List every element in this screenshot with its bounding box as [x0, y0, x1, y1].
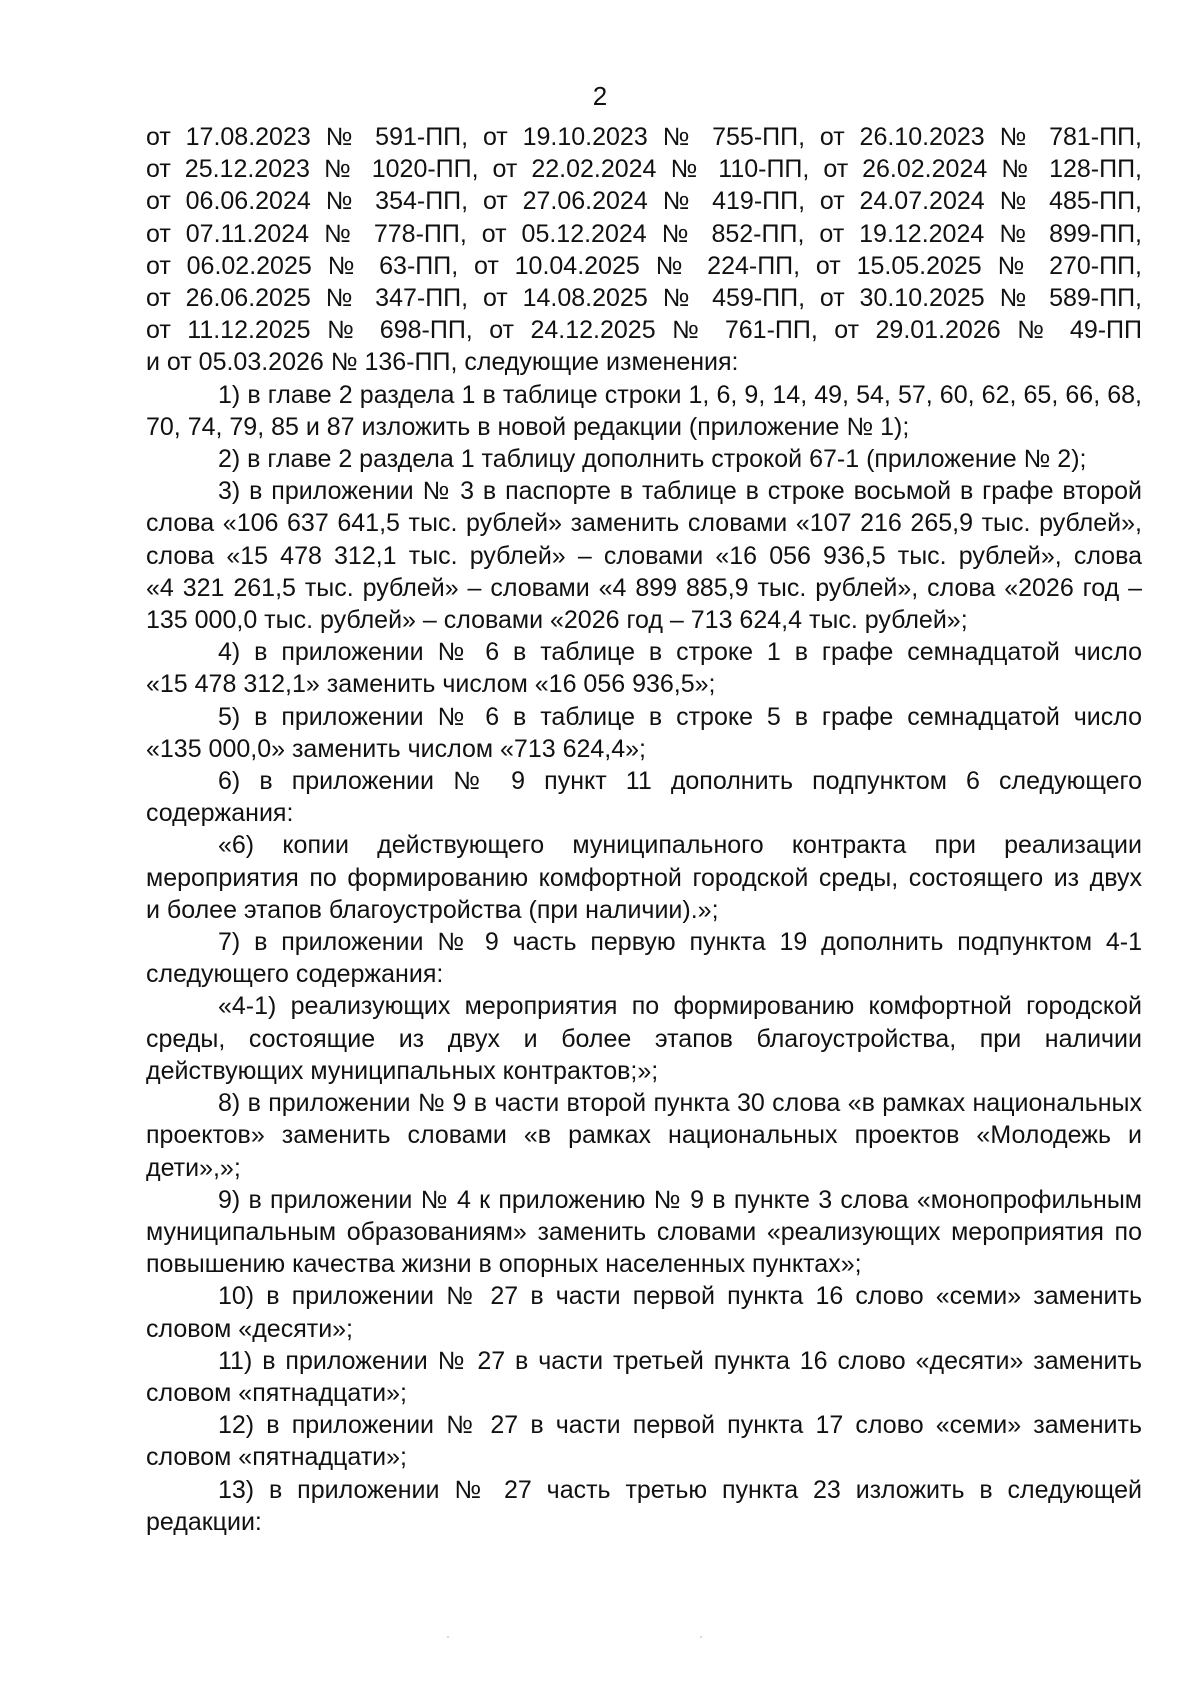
text-line: от 26.06.2025 № 347-ПП, от 14.08.2025 № 459-ПП, от 30.10.2025 № 589-ПП,	[146, 284, 1142, 313]
text-line: содержания:	[146, 799, 294, 828]
text-line: редакции:	[146, 1507, 262, 1536]
text-line: 9) в приложении № 4 к приложению № 9 в пункте 3 слова «монопрофильным	[218, 1185, 1142, 1214]
text-line: 2) в главе 2 раздела 1 таблицу дополнить строкой 67-1 (приложение № 2);	[218, 445, 1087, 474]
text-line: слова «15 478 312,1 тыс. рублей» – словами «16 056 936,5 тыс. рублей», слова	[146, 541, 1142, 570]
page-number: 2	[592, 81, 608, 111]
text-line: 7) в приложении № 9 часть первую пункта 19 дополнить подпунктом 4-1	[218, 928, 1142, 957]
text-line: 135 000,0 тыс. рублей» – словами «2026 год – 713 624,4 тыс. рублей»;	[146, 606, 968, 635]
text-line: 8) в приложении № 9 в части второй пункта 30 слова «в рамках национальных	[218, 1089, 1142, 1118]
text-line: от 06.02.2025 № 63-ПП, от 10.04.2025 № 224-ПП, от 15.05.2025 № 270-ПП,	[146, 251, 1142, 280]
text-line: от 17.08.2023 № 591-ПП, от 19.10.2023 № 755-ПП, от 26.10.2023 № 781-ПП,	[146, 123, 1142, 151]
text-line: 3) в приложении № 3 в паспорте в таблице в строке восьмой в графе второй	[218, 477, 1142, 506]
text-line: 5) в приложении № 6 в таблице в строке 5 в графе семнадцатой число	[218, 702, 1142, 731]
text-line: словом «десяти»;	[146, 1314, 354, 1343]
text-line: муниципальным образованиям» заменить словами «реализующих мероприятия по	[146, 1217, 1142, 1246]
scan-speck	[447, 1636, 449, 1638]
text-line: слова «106 637 641,5 тыс. рублей» заменить словами «107 216 265,9 тыс. рублей»,	[146, 509, 1142, 538]
text-line: действующих муниципальных контрактов;»;	[146, 1056, 659, 1085]
text-line: 11) в приложении № 27 в части третьей пункта 16 слово «десяти» заменить	[218, 1346, 1142, 1375]
text-line: 1) в главе 2 раздела 1 в таблице строки 1, 6, 9, 14, 49, 54, 57, 60, 62, 65, 66, 68,	[218, 380, 1142, 409]
text-line: от 11.12.2025 № 698-ПП, от 24.12.2025 № 761-ПП, от 29.01.2026 № 49-ПП	[146, 316, 1142, 345]
text-line: и более этапов благоустройства (при наличии).»;	[146, 895, 719, 924]
text-line: 70, 74, 79, 85 и 87 изложить в новой редакции (приложение № 1);	[146, 412, 910, 441]
text-line: проектов» заменить словами «в рамках национальных проектов «Молодежь и	[146, 1121, 1142, 1150]
document-body	[146, 121, 1142, 1538]
text-line: «135 000,0» заменить числом «713 624,4»;	[146, 734, 646, 763]
text-line: «6) копии действующего муниципального контракта при реализации	[218, 831, 1142, 860]
scan-speck	[700, 1636, 702, 1638]
text-line: 6) в приложении № 9 пункт 11 дополнить подпунктом 6 следующего	[218, 767, 1142, 796]
text-line: повышению качества жизни в опорных населенных пунктах»;	[146, 1250, 862, 1279]
text-line: «4 321 261,5 тыс. рублей» – словами «4 899 885,9 тыс. рублей», слова «2026 год –	[146, 573, 1142, 602]
text-line: 12) в приложении № 27 в части первой пункта 17 слово «семи» заменить	[218, 1411, 1142, 1440]
text-line: от 06.06.2024 № 354-ПП, от 27.06.2024 № 419-ПП, от 24.07.2024 № 485-ПП,	[146, 187, 1142, 216]
text-line: мероприятия по формированию комфортной городской среды, состоящего из двух	[146, 863, 1142, 892]
text-line: словом «пятнадцати»;	[146, 1378, 407, 1407]
text-line: следующего содержания:	[146, 960, 444, 989]
text-line: «4-1) реализующих мероприятия по формированию комфортной городской	[218, 992, 1142, 1021]
text-line: «15 478 312,1» заменить числом «16 056 936,5»;	[146, 670, 716, 699]
text-line: от 07.11.2024 № 778-ПП, от 05.12.2024 № 852-ПП, от 19.12.2024 № 899-ПП,	[146, 219, 1142, 248]
text-line: от 25.12.2023 № 1020-ПП, от 22.02.2024 № 110-ПП, от 26.02.2024 № 128-ПП,	[146, 155, 1142, 184]
text-line: 4) в приложении № 6 в таблице в строке 1 в графе семнадцатой число	[218, 638, 1142, 667]
text-line: среды, состоящие из двух и более этапов благоустройства, при наличии	[146, 1024, 1142, 1053]
text-line: 13) в приложении № 27 часть третью пункта 23 изложить в следующей	[218, 1475, 1142, 1504]
text-line: 10) в приложении № 27 в части первой пункта 16 слово «семи» заменить	[218, 1282, 1142, 1311]
text-line: словом «пятнадцати»;	[146, 1443, 407, 1472]
text-line: и от 05.03.2026 № 136-ПП, следующие изменения:	[146, 348, 739, 377]
text-line: дети»,»;	[146, 1153, 241, 1182]
